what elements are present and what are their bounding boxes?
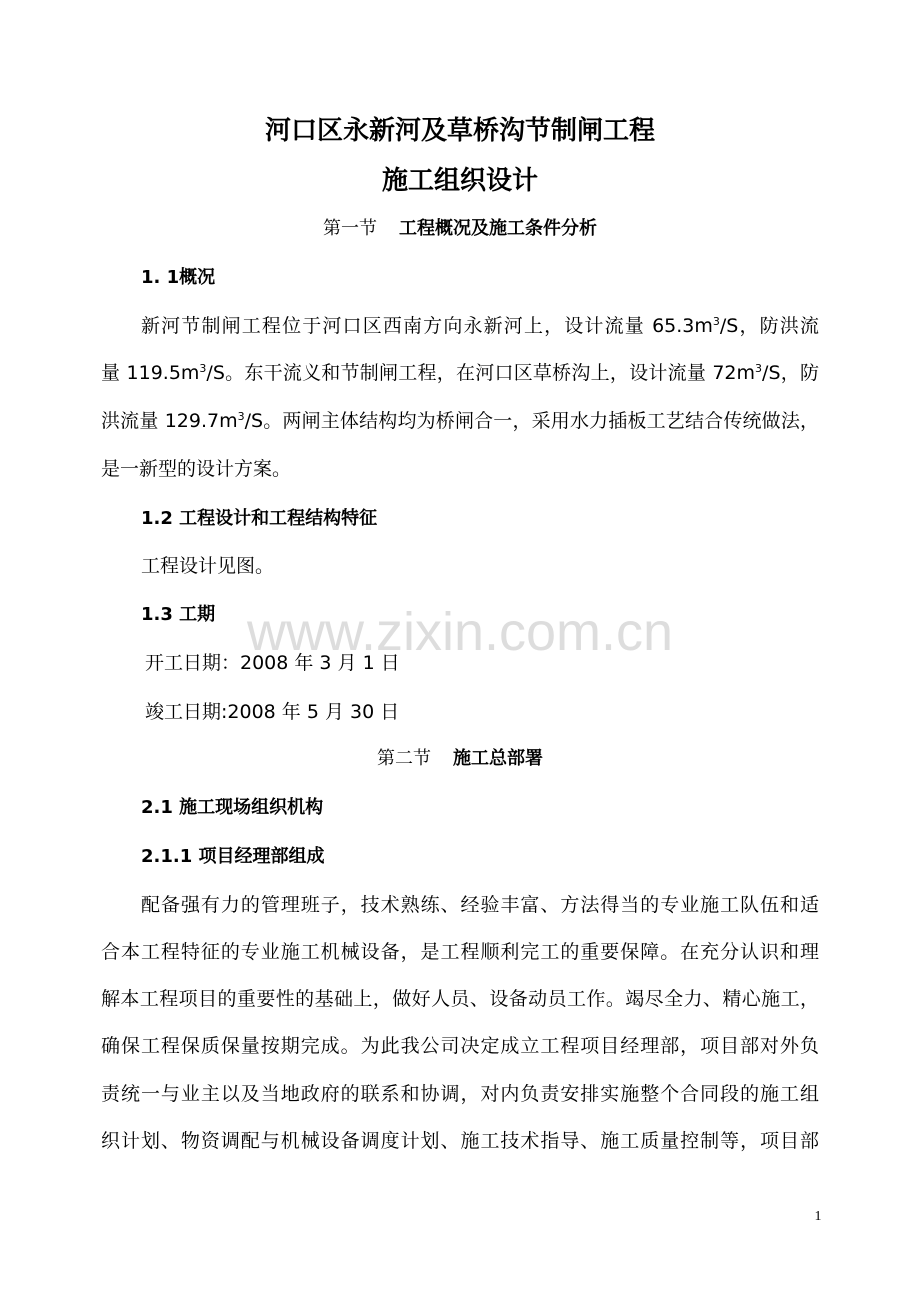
superscript: 3 [199, 362, 207, 375]
section-1-heading [0, 216, 920, 242]
section-1-name: 工程概况及施工条件分析 [399, 218, 597, 239]
paragraph-3-line-4: 确保工程保质保量按期完成。为此我公司决定成立工程项目经理部，项目部对外负 [101, 1035, 819, 1057]
superscript: 3 [237, 410, 245, 423]
document-title-line-1: 河口区永新河及草桥沟节制闸工程 [264, 116, 655, 146]
start-date: 开工日期：2008 年 3 月 1 日 [145, 652, 400, 674]
watermark: www.zixin.com.cn [246, 602, 674, 662]
paragraph-1-line-4: 是一新型的设计方案。 [101, 458, 292, 480]
paragraph-1-line-2-text-b: /S。东干流义和节制闸工程，在河口区草桥沟上，设计流量 72m [206, 362, 756, 384]
paragraph-1-line-2 [101, 359, 819, 387]
superscript: 3 [712, 315, 720, 328]
paragraph-1-line-1 [141, 312, 819, 340]
heading-1-1: 1. 1概况 [141, 267, 216, 288]
paragraph-1-line-2-text-c: /S，防 [762, 362, 819, 384]
section-2-number: 第二节 [377, 748, 431, 769]
document-title-line-2: 施工组织设计 [381, 166, 538, 196]
heading-1-2: 1.2 工程设计和工程结构特征 [141, 508, 378, 529]
paragraph-3-line-6: 织计划、物资调配与机械设备调度计划、施工技术指导、施工质量控制等，项目部 [101, 1130, 819, 1152]
paragraph-3-line-5: 责统一与业主以及当地政府的联系和协调，对内负责安排实施整个合同段的施工组 [101, 1083, 819, 1105]
section-2-heading [0, 746, 920, 772]
paragraph-2: 工程设计见图。 [141, 555, 275, 577]
paragraph-3-line-3: 解本工程项目的重要性的基础上，做好人员、设备动员工作。竭尽全力、精心施工， [101, 988, 819, 1010]
paragraph-1-line-3-text-b: /S。两闸主体结构均为桥闸合一，采用水力插板工艺结合传统做法， [244, 410, 819, 432]
paragraph-1-line-1-text-a: 新河节制闸工程位于河口区西南方向永新河上，设计流量 65.3m [141, 315, 713, 337]
superscript: 3 [755, 362, 763, 375]
end-date: 竣工日期:2008 年 5 月 30 日 [145, 701, 400, 723]
page-number: 1 [814, 1209, 822, 1224]
heading-2-1-1: 2.1.1 项目经理部组成 [141, 846, 325, 867]
paragraph-3-line-1: 配备强有力的管理班子，技术熟练、经验丰富、方法得当的专业施工队伍和适 [141, 894, 819, 916]
section-2-name: 施工总部署 [453, 748, 543, 769]
section-1-number: 第一节 [323, 218, 377, 239]
paragraph-1-line-2-text-a: 量 119.5m [101, 362, 200, 384]
heading-2-1: 2.1 施工现场组织机构 [141, 797, 324, 818]
paragraph-1-line-1-text-b: /S，防洪流 [719, 315, 819, 337]
paragraph-1-line-3 [101, 407, 819, 435]
paragraph-1-line-3-text-a: 洪流量 129.7m [101, 410, 238, 432]
heading-1-3: 1.3 工期 [141, 604, 216, 625]
paragraph-3-line-2: 合本工程特征的专业施工机械设备，是工程顺利完工的重要保障。在充分认识和理 [101, 941, 819, 963]
